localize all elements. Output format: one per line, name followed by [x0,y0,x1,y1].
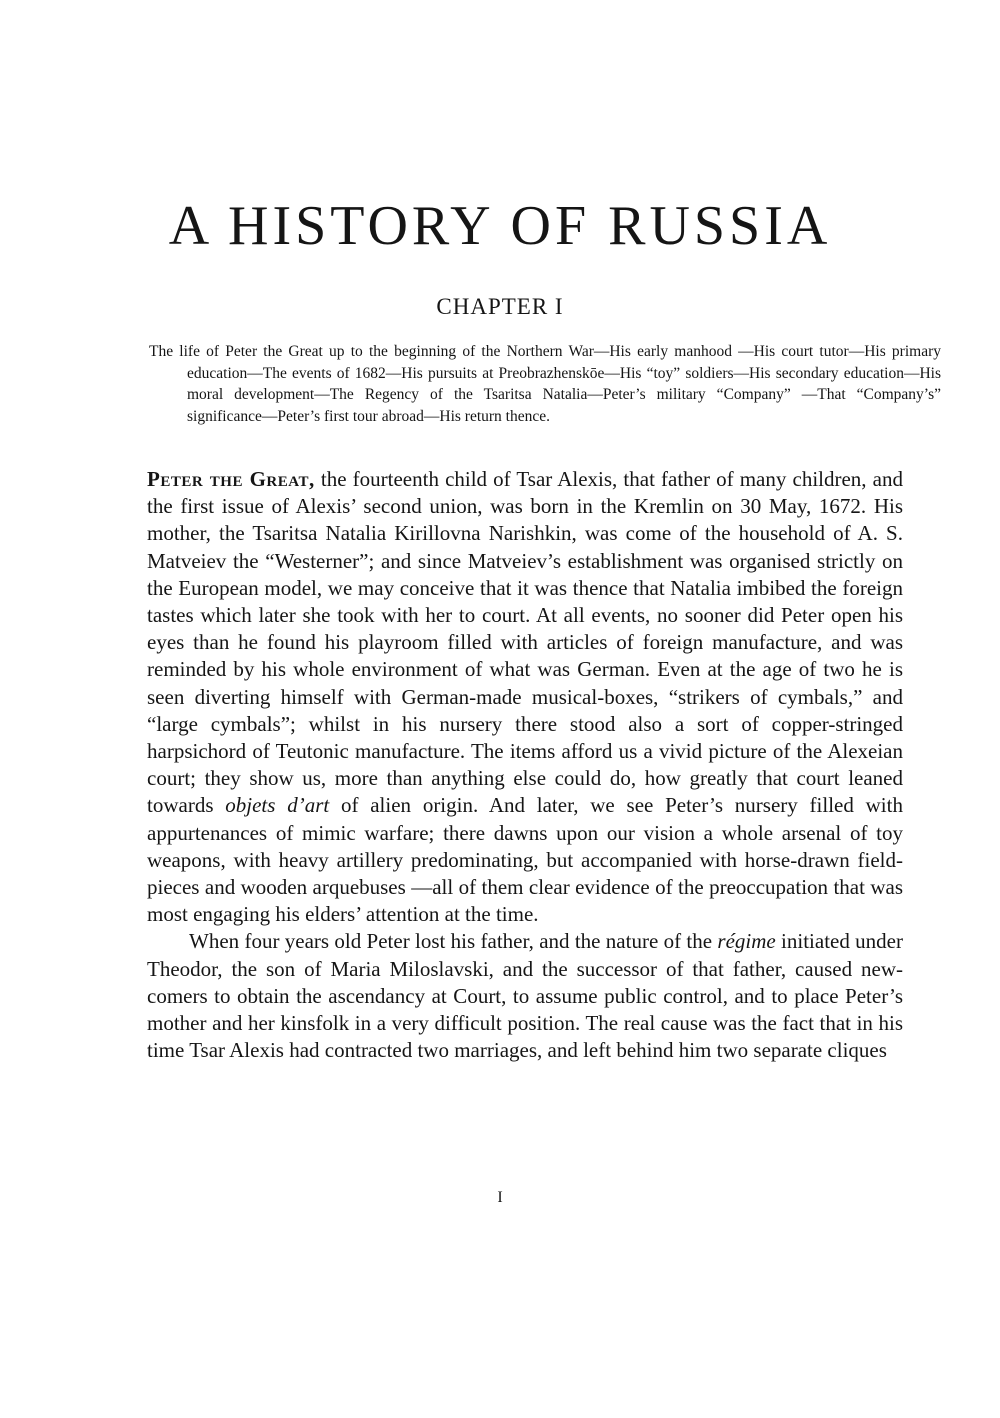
paragraph-2-text-b: initiated under Theodor, the son of Maria Miloslavski, and the successor of that father, caused new-comers to obtain the ascendancy at Court, to assume public control, and to place Peter’s mother and her kinsfolk in a very difficult position. The real cause was the fact that in his time Tsar Alexis had contracted two marriages, and left behind him two separate cliques [147,929,903,1063]
paragraph-1-text-a: the fourteenth child of Tsar Alexis, that father of many children, and the first issue of Alexis’ second union, was born in the Kremlin on 30 May, 1672. His mother, the Tsaritsa Natalia Kirillovna Narishkin, was come of the household of A. S. Matveiev the “Westerner”; and since Matveiev’s establishment was organised strictly on the European model, we may conceive that it was thence that Natalia imbibed the foreign tastes which later she took with her to court. At all events, no sooner did Peter open his eyes than he found his playroom filled with articles of foreign manufacture, and was reminded by his whole environment of what was German. Even at the age of two he is seen diverting himself with German-made musical-boxes, “strikers of cymbals,” and “large cymbals”; whilst in his nursery there stood also a sort of copper-stringed harpsichord of Teutonic manufacture. The items afford us a vivid picture of the Alexeian court; they show us, more than anything else could do, how greatly that court leaned towards [147,467,903,818]
page-number: I [497,1189,503,1206]
paragraph-1-lead: Peter the Great, [147,467,315,491]
paragraph-1-text-b: of alien origin. And later, we see Peter’s nursery filled with appurtenances of mimic warfare; there dawns upon our vision a whole arsenal of toy weapons, with heavy artillery predominating, but accompanied with horse-drawn field-pieces and wooden arquebuses —all of them clear evidence of the preoccupation that was most engaging his elders’ attention at the time. [147,793,903,927]
chapter-synopsis: The life of Peter the Great up to the beginning of the Northern War—His early manhood —His court tutor—His primary education—The events of 1682—His pursuits at Preobrazhenskōe—His “toy” soldiers—His secondary education—His moral development—The Regency of the Tsaritsa Natalia—Peter’s military “Company” —That “Company’s” significance—Peter’s first tour abroad—His return thence. [149,343,941,425]
chapter-heading: CHAPTER I [436,294,564,319]
book-title: A HISTORY OF RUSSIA [168,195,832,257]
paragraph-2 [147,928,903,1064]
paragraph-2-italic: régime [717,929,776,954]
paragraph-1 [147,466,903,928]
paragraph-1-italic: objets d’art [225,793,330,818]
chapter-body [147,466,903,1064]
paragraph-2-text-a: When four years old Peter lost his father, and the nature of the [189,929,718,954]
